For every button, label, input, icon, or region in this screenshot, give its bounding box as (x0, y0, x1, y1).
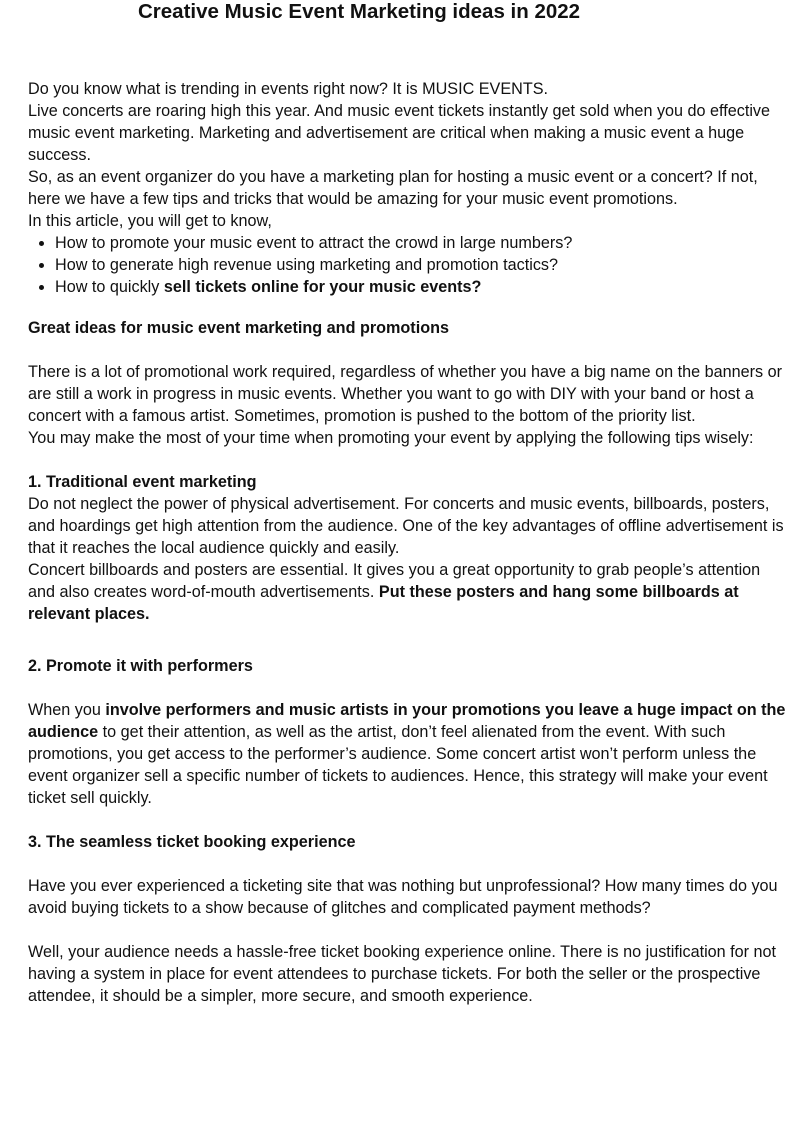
list-item: • How to generate high revenue using marketing and promotion tactics? (55, 254, 790, 276)
performers-text-end: to get their attention, as well as the artist, don’t feel alienated from the event. With such promotions, you get access to the performer’s audience. Some concert artist won’t perform unless the event organizer sell a specific number of tickets to audiences. Hence, this strategy will make your event ticket sell quickly. (28, 723, 768, 807)
performers-text-start: When you (28, 701, 106, 719)
performers-text-bold: involve performers and music artists in your promotions you leave a huge impact on the audience (28, 701, 786, 741)
traditional-paragraph-2-text: Concert billboards and posters are essential. It gives you a great opportunity to grab people’s attention and also creates word-of-mouth advertisements. (28, 561, 761, 601)
intro-paragraph-2: Live concerts are roaring high this year. And music event tickets instantly get sold when you do effective music event marketing. Marketing and advertisement are critical when making a music event a huge success. (28, 102, 771, 164)
traditional-paragraph-2 (28, 559, 790, 625)
intro-bullet-list (28, 232, 790, 298)
section-heading-ticket-booking: 3. The seamless ticket booking experience (28, 833, 356, 851)
section-heading-performers: 2. Promote it with performers (28, 657, 253, 675)
ticket-booking-paragraph-2: Well, your audience needs a hassle-free ticket booking experience online. There is no justification for not having a system in place for event attendees to purchase tickets. For both the seller or the prospective attendee, it should be a simpler, more secure, and smooth experience. (28, 943, 777, 1005)
list-item-text: How to quickly (55, 278, 164, 296)
list-item (55, 276, 790, 298)
list-item: • How to promote your music event to attract the crowd in large numbers? (55, 232, 790, 254)
page-title: Creative Music Event Marketing ideas in 2022 (138, 0, 581, 23)
list-item-bold-text: sell tickets online for your music events? (163, 278, 482, 296)
ticket-booking-paragraph-1: Have you ever experienced a ticketing site that was nothing but unprofessional? How many times do you avoid buying tickets to a show because of glitches and complicated payment methods? (28, 877, 778, 917)
article-body (28, 78, 790, 1007)
section-heading-great-ideas: Great ideas for music event marketing and promotions (28, 319, 449, 337)
great-ideas-paragraph-2: You may make the most of your time when promoting your event by applying the following tips wisely: (28, 429, 754, 447)
intro-paragraph-4: In this article, you will get to know, (28, 212, 272, 230)
section-heading-traditional-marketing: 1. Traditional event marketing (28, 473, 257, 491)
traditional-paragraph-2-bold: Put these posters and hang some billboards at relevant places. (28, 583, 739, 623)
intro-paragraph-1: Do you know what is trending in events right now? It is MUSIC EVENTS. (28, 80, 549, 98)
traditional-paragraph-1: Do not neglect the power of physical advertisement. For concerts and music events, billboards, posters, and hoardings get high attention from the audience. One of the key advantages of offline advertisement is that it reaches the local audience quickly and easily. (28, 495, 784, 557)
intro-paragraph-3: So, as an event organizer do you have a marketing plan for hosting a music event or a concert? If not, here we have a few tips and tricks that would be amazing for your music event promotions. (28, 168, 758, 208)
performers-paragraph (28, 699, 790, 809)
great-ideas-paragraph-1: There is a lot of promotional work required, regardless of whether you have a big name on the banners or are still a work in progress in music events. Whether you want to go with DIY with your band or host a concert with a famous artist. Sometimes, promotion is pushed to the bottom of the priority list. (28, 363, 783, 425)
